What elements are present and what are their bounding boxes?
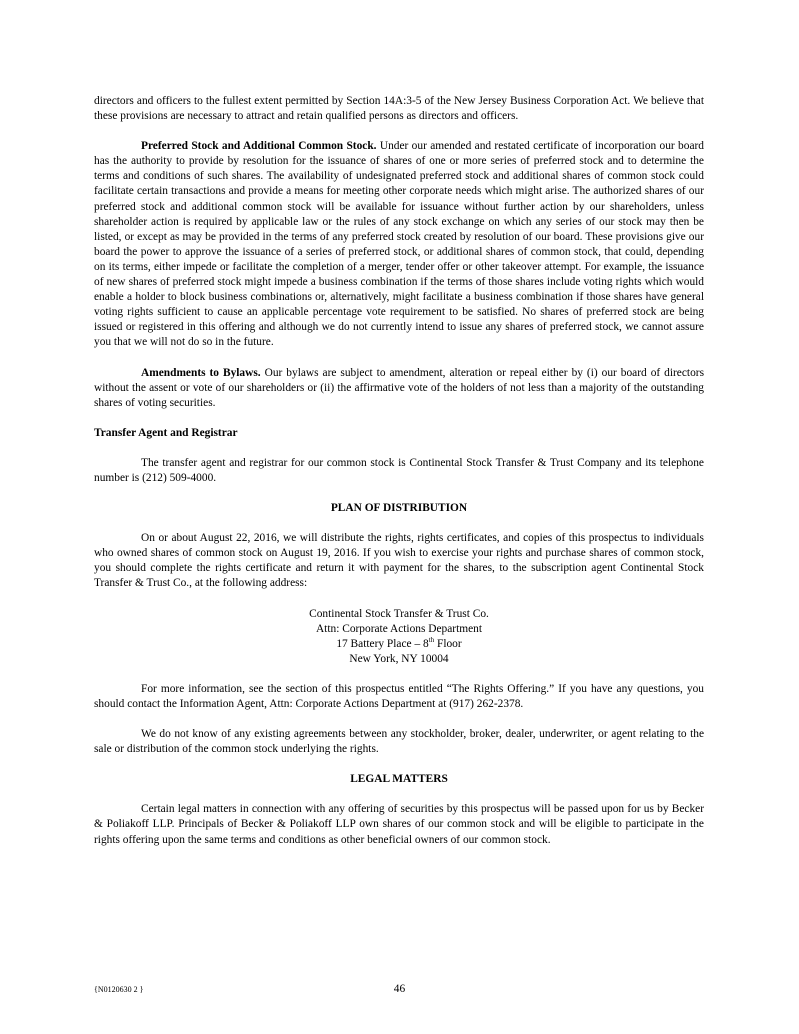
preferred-stock-heading: Preferred Stock and Additional Common Stock. xyxy=(141,140,377,153)
address-floor-text: Floor xyxy=(434,637,462,650)
agreements-paragraph: We do not know of any existing agreements between any stockholder, broker, dealer, underwriter, or agent relating to the sale or distribution of the common stock underlying the rights. xyxy=(94,728,704,756)
transfer-agent-paragraph: The transfer agent and registrar for our common stock is Continental Stock Transfer & Trust Company and its telephone number is (212) 509-4000. xyxy=(94,456,704,484)
paragraph-preferred-stock xyxy=(94,139,704,350)
address-line-street xyxy=(94,637,704,652)
legal-matters-paragraph: Certain legal matters in connection with any offering of securities by this prospectus will be passed upon for us by Becker & Poliakoff LLP. Principals of Becker & Poliakoff LLP own shares of our common stock and will be eligible to participate in the rights offering upon the same terms and conditions as other beneficial owners of our common stock. xyxy=(94,803,704,846)
amendments-bylaws-heading: Amendments to Bylaws. xyxy=(141,366,261,379)
page-number-container xyxy=(0,983,799,995)
more-information-paragraph: For more information, see the section of this prospectus entitled “The Rights Offering.” If you have any questions, you should contact the Information Agent, Attn: Corporate Actions Department at (917) 262-2378. xyxy=(94,682,704,710)
page-number: 46 xyxy=(393,983,406,995)
document-id: {N0120630 2 } xyxy=(94,985,144,994)
address-floor-ordinal: th xyxy=(428,635,435,644)
address-street-text: 17 Battery Place – 8 xyxy=(336,637,429,650)
paragraph-amendments-bylaws xyxy=(94,366,704,411)
amendments-bylaws-body: Our bylaws are subject to amendment, alteration or repeal either by (i) our board of directors without the assent or vote of our shareholders or (ii) the affirmative vote of the holders of not less than a majority of the outstanding shares of voting securities. xyxy=(94,366,705,409)
document-page xyxy=(94,94,704,848)
paragraph-indemnification-end: directors and officers to the fullest extent permitted by Section 14A:3-5 of the New Jersey Business Corporation Act. We believe that these provisions are necessary to attract and retain qualified persons as directors and officers. xyxy=(94,95,704,123)
transfer-agent-heading: Transfer Agent and Registrar xyxy=(94,426,238,439)
address-line-city: New York, NY 10004 xyxy=(349,652,449,665)
plan-of-distribution-paragraph: On or about August 22, 2016, we will distribute the rights, rights certificates, and copies of this prospectus to individuals who owned shares of common stock on August 19, 2016. If you wish to exercise your rights and purchase shares of common stock, you should complete the rights certificate and return it with payment for the shares, to the subscription agent Continental Stock Transfer & Trust Co., at the following address: xyxy=(94,532,704,590)
address-line-attn: Attn: Corporate Actions Department xyxy=(315,622,483,635)
plan-of-distribution-heading: PLAN OF DISTRIBUTION xyxy=(330,502,468,515)
legal-matters-heading: LEGAL MATTERS xyxy=(350,773,448,786)
address-line-company: Continental Stock Transfer & Trust Co. xyxy=(309,607,489,620)
subscription-agent-address xyxy=(94,607,704,667)
preferred-stock-body: Under our amended and restated certificate of incorporation our board has the authority to provide by resolution for the issuance of shares of one or more series of preferred stock and to determine the terms and conditions of such shares. The availability of undesignated preferred stock and additional shares of common stock could facilitate certain transactions and provide a means for meeting other corporate needs which might arise. The authorized shares of our preferred stock and additional common stock will be available for issuance without further action by our shareholders, unless shareholder action is required by applicable law or the rules of any stock exchange on which any series of our stock may then be listed, or except as may be provided in the terms of any preferred stock created by resolution of our board. These provisions give our board the power to approve the issuance of a series of preferred stock, or additional shares of common stock, that could, depending on its terms, either impede or facilitate the completion of a merger, tender offer or other takeover attempt. For example, the issuance of new shares of preferred stock might impede a business combination if the terms of those shares include voting rights which would enable a holder to block business combinations or, alternatively, might facilitate a business combination if those shares have general voting rights sufficient to cause an applicable percentage vote requirement to be satisfied. No shares of preferred stock are being issued or registered in this offering and although we do not currently intend to issue any shares of preferred stock, we cannot assure you that we will not do so in the future. xyxy=(94,140,704,349)
